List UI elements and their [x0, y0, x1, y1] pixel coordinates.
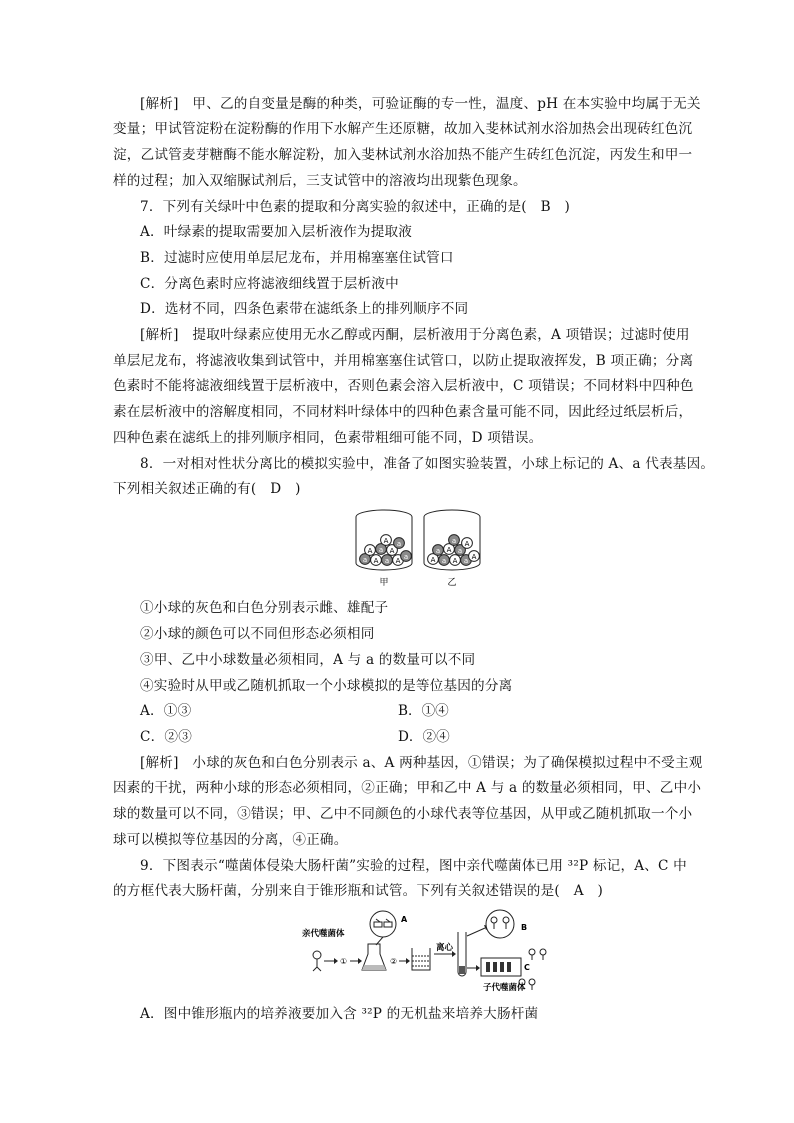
- label-a: A: [401, 915, 408, 924]
- svg-text:A: A: [430, 556, 436, 564]
- svg-text:a: a: [378, 546, 384, 554]
- arrow-icon: [324, 958, 338, 964]
- analysis-label: [解析]: [140, 755, 179, 771]
- svg-text:a: a: [457, 547, 463, 555]
- q8-analysis-line-2: 因素的干扰，两种小球的形态必须相同，②正确；甲和乙中 A 与 a 的数量必须相同，甲、乙中小: [113, 780, 702, 796]
- svg-text:a: a: [435, 547, 441, 555]
- svg-text:a: a: [384, 557, 390, 565]
- svg-text:a: a: [362, 556, 368, 564]
- svg-text:A: A: [446, 546, 452, 554]
- conical-flask-icon: [362, 944, 386, 970]
- q7-analysis-line-3: 色素时不能将滤液细线置于层析液中，否则色素会溶入层析液中，C 项错误；不同材料中四种色: [113, 378, 694, 394]
- test-tube-icon: [458, 932, 466, 976]
- magnified-supernatant-b-icon: [486, 910, 514, 938]
- parent-phage-icon: [313, 951, 321, 971]
- q8-statement-2: ②小球的颜色可以不同但形态必须相同: [140, 626, 375, 642]
- arrow-icon: [350, 958, 362, 964]
- analysis-label: [解析]: [140, 96, 179, 112]
- q9-figure-phage-experiment: [300, 908, 550, 998]
- q8-option-b: B．①④: [398, 703, 449, 719]
- arrow-icon: [399, 958, 410, 964]
- q7-option-d: D．选材不同，四条色素带在滤纸条上的排列顺序不同: [140, 301, 469, 317]
- svg-text:a: a: [441, 557, 447, 565]
- parent-phage-label: 亲代噬菌体: [302, 929, 345, 939]
- step-1-label: ①: [340, 957, 348, 966]
- q7-analysis-line-2: 单层尼龙布，将滤液收集到试管中，并用棉塞塞住试管口，以防止提取液挥发，B 项正确；分离: [113, 353, 694, 369]
- svg-text:A: A: [373, 557, 379, 565]
- container-yi: [424, 510, 480, 570]
- analysis-1-line-4: 样的过程；加入双缩脲试剂后，三支试管中的溶液均出现紫色现象。: [113, 173, 527, 189]
- label-jia: 甲: [379, 578, 389, 588]
- q7-analysis-line-1: [解析] 提取叶绿素应使用无水乙醇或丙酮，层析液用于分离色素，A 项错误；过滤时使用: [140, 327, 690, 343]
- q7-option-c: C．分离色素时应将滤液细线置于层析液中: [140, 276, 399, 292]
- centrifuge-label: 离心: [436, 943, 454, 953]
- q9-stem-line-1: 9．下图表示“噬菌体侵染大肠杆菌”实验的过程，图中亲代噬菌体已用 ³²P 标记，A、C 中: [140, 858, 687, 874]
- q8-figure-containers: [353, 505, 483, 589]
- q8-option-d: D．②④: [398, 729, 450, 745]
- q7-analysis-line-4: 素在层析液中的溶解度相同，不同材料叶绿体中的四种色素含量可能不同，因此经过纸层析后，: [113, 404, 693, 420]
- svg-text:A: A: [389, 547, 395, 555]
- q8-analysis-line-3: 球的数量可以不同，③错误；甲、乙中不同颜色的小球代表等位基因，从甲或乙随机抓取一个小: [113, 806, 693, 822]
- label-c: C: [524, 963, 530, 972]
- q7-option-b: B．过滤时应使用单层尼龙布，并用棉塞塞住试管口: [140, 250, 454, 266]
- bacteria-box-c-icon: [481, 958, 521, 976]
- q7-option-a: A．叶绿素的提取需要加入层析液作为提取液: [140, 224, 413, 240]
- q8-stem-line-1: 8．一对相对性状分离比的模拟实验中，准备了如图实验装置，小球上标记的 A、a 代表基因。: [140, 456, 715, 472]
- magnified-bacteria-a-icon: [370, 911, 396, 945]
- label-yi: 乙: [447, 578, 457, 588]
- offspring-phage-label: 子代噬菌体: [483, 983, 526, 993]
- svg-text:a: a: [451, 537, 457, 545]
- analysis-1-line-3: 淀，乙试管麦芽糖酶不能水解淀粉，加入斐林试剂水浴加热不能产生砖红色沉淀，丙发生和甲一: [113, 147, 693, 163]
- q7-analysis-line-5: 四种色素在滤纸上的排列顺序相同，色素带粗细可能不同，D 项错误。: [113, 430, 543, 446]
- q9-option-a: A．图中锥形瓶内的培养液要加入含 ³²P 的无机盐来培养大肠杆菌: [140, 1006, 539, 1022]
- q8-option-c: C．②③: [140, 729, 192, 745]
- svg-text:a: a: [403, 553, 409, 561]
- q7-stem: 7．下列有关绿叶中色素的提取和分离实验的叙述中，正确的是( B ): [140, 199, 571, 215]
- analysis-1-line-1: [解析] 甲、乙的自变量是酶的种类，可验证酶的专一性，温度、pH 在本实验中均属于无关: [140, 96, 701, 112]
- step-2-label: ②: [390, 957, 398, 966]
- analysis-1-line-2: 变量；甲试管淀粉在淀粉酶的作用下水解产生还原糖，故加入斐林试剂水浴加热会出现砖红色沉: [113, 121, 693, 137]
- q8-statement-1: ①小球的灰色和白色分别表示雌、雄配子: [140, 600, 389, 616]
- svg-text:a: a: [463, 557, 469, 565]
- svg-text:A: A: [464, 540, 470, 548]
- q9-stem-line-2: 的方框代表大肠杆菌，分别来自于锥形瓶和试管。下列有关叙述错误的是( A ): [113, 883, 604, 899]
- q8-stem-line-2: 下列相关叙述正确的有( D ): [113, 481, 301, 497]
- container-jia: [356, 510, 412, 570]
- label-b: B: [521, 923, 528, 932]
- svg-text:A: A: [395, 557, 401, 565]
- q8-analysis-line-1: [解析] 小球的灰色和白色分别表示 a、A 两种基因，①错误；为了确保模拟过程中不受主观: [140, 755, 703, 771]
- q8-option-a: A．①③: [140, 703, 192, 719]
- q8-analysis-line-4: 球可以模拟等位基因的分离，④正确。: [113, 832, 348, 848]
- svg-text:A: A: [471, 553, 477, 561]
- beaker-icon: [412, 948, 430, 970]
- q8-statement-4: ④实验时从甲或乙随机抓取一个小球模拟的是等位基因的分离: [140, 678, 513, 694]
- svg-text:A: A: [452, 557, 458, 565]
- analysis-label: [解析]: [140, 327, 179, 343]
- svg-text:A: A: [367, 547, 373, 555]
- svg-text:A: A: [383, 537, 389, 545]
- svg-text:a: a: [396, 540, 402, 548]
- q8-statement-3: ③甲、乙中小球数量必须相同，A 与 a 的数量可以不同: [140, 652, 476, 668]
